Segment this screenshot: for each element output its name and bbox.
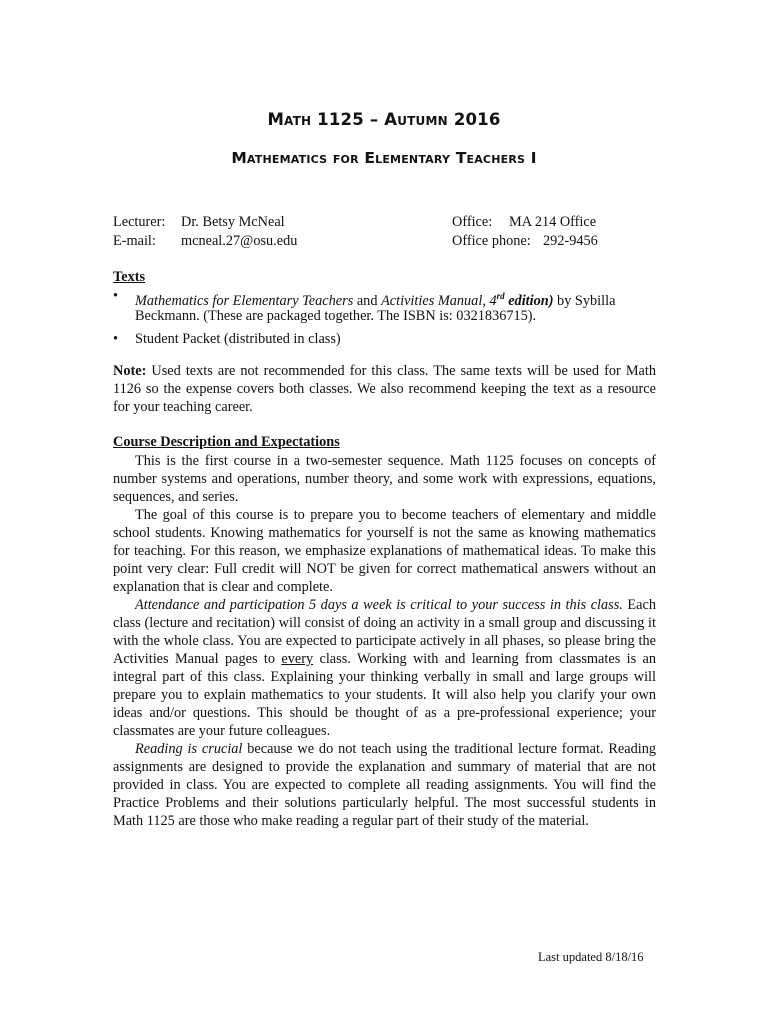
text-title-2: Activities Manual xyxy=(381,292,483,309)
email-value: mcneal.27@osu.edu xyxy=(181,233,298,249)
lecturer-label: Lecturer: xyxy=(113,214,166,230)
text-edition-sup: rd xyxy=(496,291,505,301)
course-title: Math 1125 – Autumn 2016 xyxy=(267,110,501,129)
note-text: Used texts are not recommended for this class. The same texts will be used for Math 1126 so the expense covers both classes. We also recommend keeping the text as a resource for your teaching career. xyxy=(113,363,656,415)
bullet-icon: • xyxy=(113,288,119,304)
note-paragraph xyxy=(113,362,656,416)
every-emphasis: every xyxy=(281,651,314,667)
lecturer-name: Dr. Betsy McNeal xyxy=(181,214,285,230)
attendance-text-a: Each class (lecture and recitation) will consist of doing an activity in a small group and discussing it with the whole class. You are expected to participate actively in all phases, so please bring the Activities Manual pages to xyxy=(113,597,656,667)
attendance-emphasis: Attendance and participation 5 days a week is critical to your success in this class. xyxy=(135,597,623,613)
note-label: Note: xyxy=(113,363,147,379)
course-paragraph-1: This is the first course in a two-semester sequence. Math 1125 focuses on concepts of number systems and operations, number theory, and some work with expressions, equations, sequences, and series. xyxy=(113,453,656,505)
phone-label: Office phone: xyxy=(452,233,531,249)
text-item-1-line-2: Beckmann. (These are packaged together. The ISBN is: 0321836715). xyxy=(135,308,537,324)
list-item xyxy=(113,330,673,348)
text-author: by Sybilla xyxy=(553,292,616,309)
course-paragraph-4 xyxy=(113,740,656,830)
texts-heading: Texts xyxy=(113,269,146,285)
text-title-1: Mathematics for Elementary Teachers xyxy=(135,292,354,309)
text-item-2: Student Packet (distributed in class) xyxy=(135,331,341,347)
course-paragraph-2: The goal of this course is to prepare you to become teachers of elementary and middle school students. Knowing mathematics for yourself is not the same as knowing mathematics for teaching. For this reason, we emphasize explanations of mathematical ideas. To make this point very clear: Full credit will NOT be given for correct mathematical answers without an explanation that is clear and complete. xyxy=(113,507,656,595)
course-subtitle: Mathematics for Elementary Teachers I xyxy=(231,149,537,167)
text-and: and xyxy=(353,292,382,309)
attendance-text-b: class. Working with and learning from classmates is an integral part of this class. Explaining your thinking verbally in small and large groups will prepare you to explain mathematics to your students. It will also help you clarify your own ideas and/or questions. This should be thought of as a pre-professional experience; your classmates are your future colleagues. xyxy=(113,651,657,739)
text-edition-post: edition) xyxy=(504,292,554,309)
text-edition-pre: , 4 xyxy=(482,292,497,309)
reading-text: because we do not teach using the traditional lecture format. Reading assignments are designed to provide the explanation and summary of material that are not provided in class. You are expected to complete all reading assignments. You will find the Practice Problems and their solutions particularly helpful. The most successful students in Math 1125 are those who make reading a regular part of their study of the material. xyxy=(113,741,656,829)
phone-value: 292-9456 xyxy=(543,233,598,249)
course-heading: Course Description and Expectations xyxy=(113,434,340,450)
office-value: MA 214 Office xyxy=(509,214,597,230)
office-label: Office: xyxy=(452,214,493,230)
bullet-icon: • xyxy=(113,331,119,347)
course-body xyxy=(113,452,656,830)
list-item xyxy=(113,287,673,327)
last-updated: Last updated 8/18/16 xyxy=(538,950,644,964)
course-paragraph-3 xyxy=(113,596,656,740)
reading-emphasis: Reading is crucial xyxy=(135,741,243,757)
email-label: E-mail: xyxy=(113,233,156,249)
